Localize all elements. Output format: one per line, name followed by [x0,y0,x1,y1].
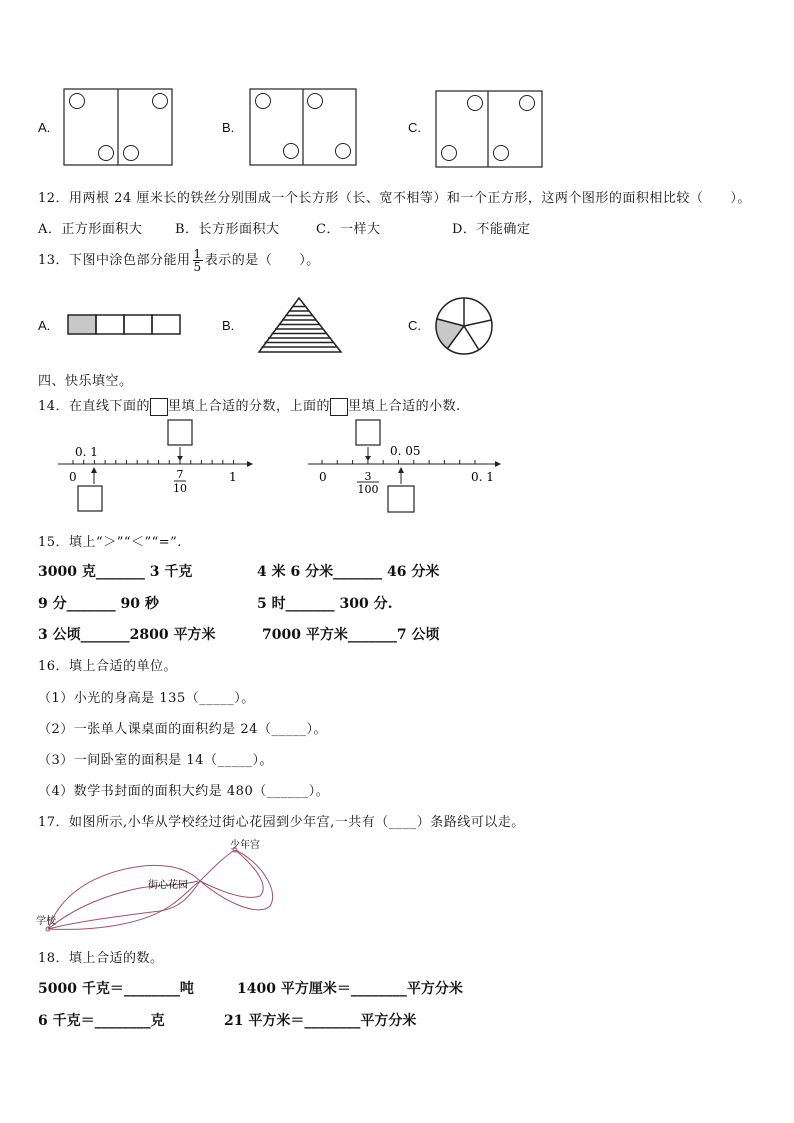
q13-option-a-label: A. [38,318,51,333]
q14-answer-box-sample [330,398,348,416]
q16-item-2: （2）一张单人课桌面的面积约是 24（_____）。 [38,722,327,737]
q17-label-garden: 街心花园 [148,880,188,891]
q18-row2-left: 6 千克＝________克 [38,1013,165,1029]
q15-stem: 15．填上“＞”“＜”“=”. [38,535,182,550]
q18-row1-left: 5000 千克＝________吨 [38,981,194,997]
q16-stem: 16．填上合适的单位。 [38,659,178,674]
q16-item-3: （3）一间卧室的面积是 14（_____）。 [38,753,273,768]
q17-route-map [30,836,280,936]
q13-stem [38,248,320,273]
q11-option-a-figure [63,88,175,167]
q14-line2-frac-den: 100 [357,483,379,496]
q14-line1-bottom-box[interactable] [78,486,102,511]
q14-line1-top-box[interactable] [168,420,192,445]
q15-row1-right: 4 米 6 分米_______ 46 分米 [257,564,440,580]
q11-option-b-figure [249,88,359,167]
q18-stem: 18．填上合适的数。 [38,951,164,966]
q12-stem: 12．用两根 24 厘米长的铁丝分别围成一个长方形（长、宽不相等）和一个正方形，这两个图形的面积相比较（ ）。 [38,191,751,206]
q14-stem-part1: 14．在直线下面的 [38,399,151,414]
q13-option-b-label: B. [222,318,235,333]
q15-row3-right: 7000 平方米_______7 公顷 [262,627,440,643]
q16-item-1: （1）小光的身高是 135（_____）。 [38,691,255,706]
q15-row2-right: 5 时_______ 300 分. [257,596,393,612]
section-4-title: 四、快乐填空。 [38,374,133,389]
q14-line2-top-box[interactable] [356,420,380,445]
q13-frac-den: 5 [193,260,202,274]
q12-option-a: A．正方形面积大 [38,222,143,237]
q14-line2-above-label: 0. 05 [390,444,421,458]
q14-line1-frac-den: 10 [173,482,187,495]
q12-option-c: C．一样大 [316,222,381,237]
q13-fraction [193,248,203,273]
q11-option-c-label: C. [408,120,421,135]
q14-answer-box-sample [150,398,168,416]
q18-row1-right: 1400 平方厘米＝________平方分米 [237,981,463,997]
q14-stem-part3: 里填上合适的小数. [348,399,461,414]
q17-stem: 17．如图所示,小华从学校经过街心花园到少年宫,一共有（____）条路线可以走。 [38,815,525,830]
q14-number-line-1 [55,418,255,518]
q15-row1-left: 3000 克_______ 3 千克 [38,564,193,580]
q11-option-a-label: A. [38,120,51,135]
q17-label-school: 学校 [36,916,56,927]
q14-number-line-2 [305,418,505,518]
q14-line1-above-label: 0. 1 [75,445,98,459]
q11-option-c-figure [435,90,545,169]
q13-stem-before: 13．下图中涂色部分能用 [38,253,191,268]
q13-stem-after: 表示的是（ ）。 [204,253,320,268]
q14-line2-start-label: 0 [319,470,327,484]
q13-option-a-figure [66,313,184,337]
q14-stem-part2: 里填上合适的分数，上面的 [168,399,331,414]
q13-frac-num: 1 [193,247,202,261]
q13-option-c-label: C. [408,318,421,333]
q14-line2-bottom-box[interactable] [388,486,414,512]
q14-line2-end-label: 0. 1 [471,470,494,484]
q13-option-b-figure [255,296,345,356]
q14-line2-frac-num: 3 [364,470,372,483]
q14-line1-start-label: 0 [69,470,77,484]
q12-option-b: B．长方形面积大 [175,222,280,237]
q14-line1-end-label: 1 [229,470,237,484]
q15-row3-left: 3 公顷_______2800 平方米 [38,627,216,643]
q14-stem [38,395,461,416]
q14-line1-frac-num: 7 [176,468,184,481]
q15-row2-left: 9 分_______ 90 秒 [38,596,159,612]
q12-option-d: D．不能确定 [452,222,531,237]
q16-item-4: （4）数学书封面的面积大约是 480（______）。 [38,784,330,799]
q18-row2-right: 21 平方米＝________平方分米 [224,1013,417,1029]
q17-label-palace: 少年宫 [230,840,260,851]
q11-option-b-label: B. [222,120,235,135]
q13-option-c-figure [433,297,495,357]
